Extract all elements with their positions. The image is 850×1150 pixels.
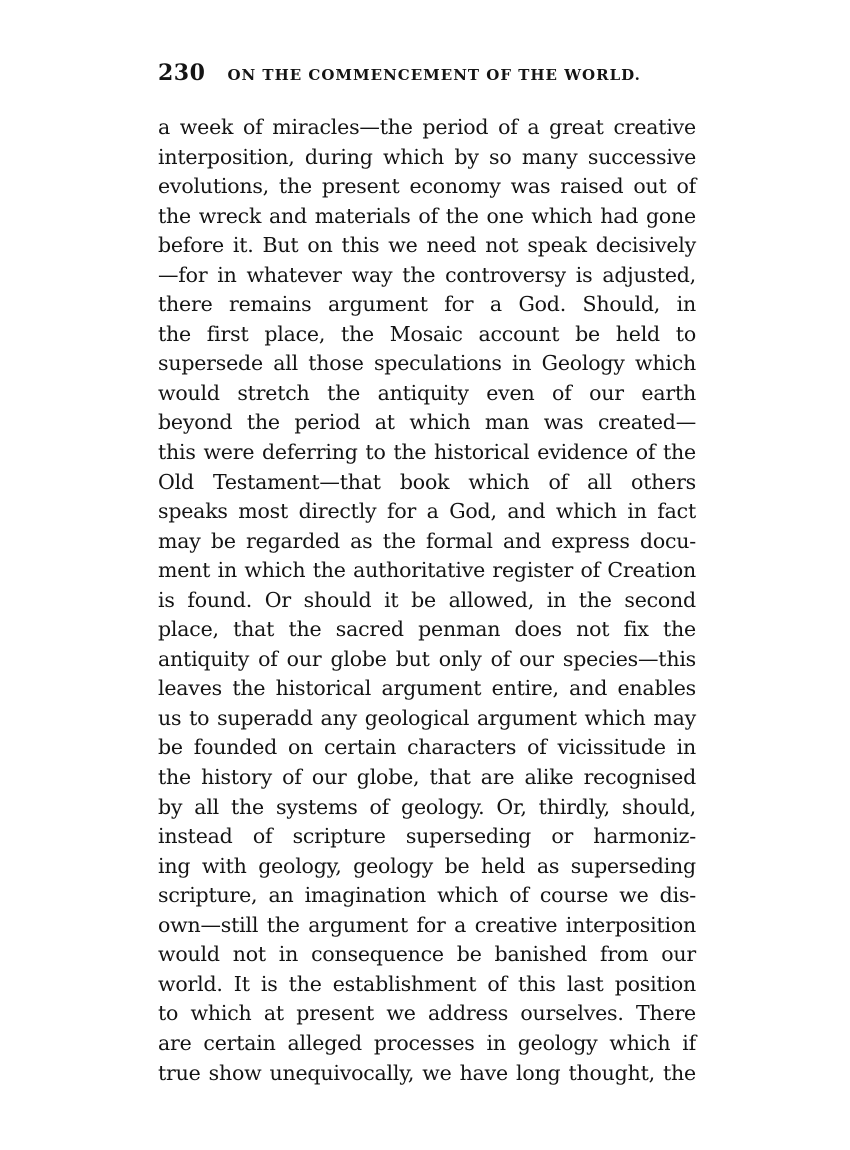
text-line: to which at present we address ourselves. There: [158, 1001, 696, 1026]
text-line: speaks most directly for a God, and which in fact: [158, 499, 696, 524]
body-text: [158, 113, 696, 1088]
text-line: Old Testament—that book which of all others: [158, 469, 696, 494]
text-line: true show unequivocally, we have long thought, the: [158, 1060, 696, 1085]
text-line: is found. Or should it be allowed, in the second: [158, 587, 696, 612]
text-line: evolutions, the present economy was raised out of: [158, 174, 696, 199]
running-head: [158, 60, 698, 90]
text-line: world. It is the establishment of this last position: [158, 971, 696, 996]
text-line: ment in which the authoritative register of Creation: [158, 558, 696, 583]
text-line: instead of scripture superseding or harmoniz-: [158, 824, 696, 849]
text-line: leaves the historical argument entire, and enables: [158, 676, 696, 701]
text-line: place, that the sacred penman does not fix the: [158, 617, 696, 642]
text-line: own—still the argument for a creative interposition: [158, 912, 696, 937]
text-line: the history of our globe, that are alike recognised: [158, 765, 696, 790]
running-title: ON THE COMMENCEMENT OF THE WORLD.: [227, 66, 641, 84]
text-line: would stretch the antiquity even of our earth: [158, 380, 696, 405]
text-line: supersede all those speculations in Geology which: [158, 351, 696, 376]
text-line: there remains argument for a God. Should, in: [158, 292, 696, 317]
text-line: be founded on certain characters of vicissitude in: [158, 735, 696, 760]
text-line: the wreck and materials of the one which had gone: [158, 203, 696, 228]
text-line: —for in whatever way the controversy is adjusted,: [158, 262, 696, 287]
text-line: interposition, during which by so many successive: [158, 144, 696, 169]
text-line: are certain alleged processes in geology which if: [158, 1030, 696, 1055]
text-line: would not in consequence be banished from our: [158, 942, 696, 967]
text-line: this were deferring to the historical evidence of the: [158, 440, 696, 465]
text-line: by all the systems of geology. Or, thirdly, should,: [158, 794, 696, 819]
text-line: antiquity of our globe but only of our species—this: [158, 646, 696, 671]
text-line: us to superadd any geological argument which may: [158, 705, 696, 730]
text-line: before it. But on this we need not speak decisively: [158, 233, 696, 258]
text-line: may be regarded as the formal and express docu-: [158, 528, 696, 553]
text-line: the first place, the Mosaic account be held to: [158, 321, 696, 346]
text-line: ing with geology, geology be held as superseding: [158, 853, 696, 878]
page-number: 230: [158, 60, 206, 86]
text-line: a week of miracles—the period of a great creative: [158, 115, 696, 139]
text-line: scripture, an imagination which of course we dis-: [158, 883, 696, 908]
text-line: beyond the period at which man was created—: [158, 410, 696, 435]
